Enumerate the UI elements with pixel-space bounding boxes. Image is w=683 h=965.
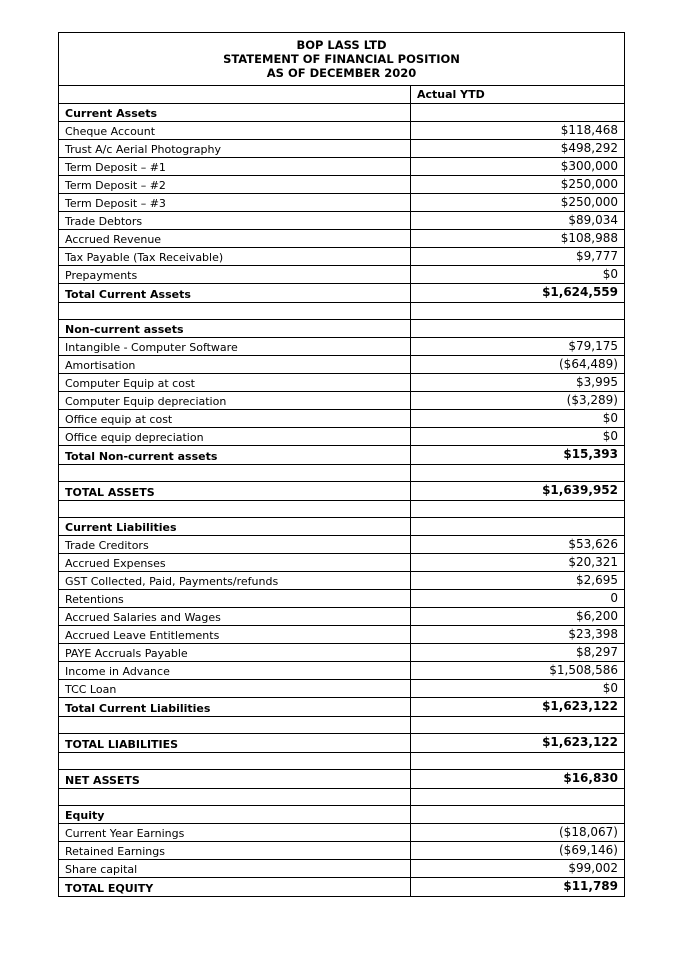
row-label: Income in Advance — [59, 662, 411, 680]
subtotal-row — [59, 878, 625, 897]
row-amount: $20,321 — [411, 554, 625, 572]
row-amount: ($64,489) — [411, 356, 625, 374]
row-label: Total Current Liabilities — [59, 698, 411, 717]
statement-title: STATEMENT OF FINANCIAL POSITION — [223, 52, 460, 66]
row-amount: $15,393 — [411, 446, 625, 465]
row-label: Term Deposit – #2 — [59, 176, 411, 194]
row-amount: $99,002 — [411, 860, 625, 878]
row-amount: $1,639,952 — [411, 482, 625, 501]
row-label — [59, 717, 411, 734]
financial-statement — [58, 32, 625, 897]
row-amount: 0 — [411, 590, 625, 608]
row-amount: $1,508,586 — [411, 662, 625, 680]
section-heading-row — [59, 320, 625, 338]
line-item-row — [59, 860, 625, 878]
company-name: BOP LASS LTD — [296, 38, 387, 52]
line-item-row — [59, 338, 625, 356]
statement-table — [58, 32, 625, 897]
spacer-row — [59, 789, 625, 806]
row-amount: $300,000 — [411, 158, 625, 176]
line-item-row — [59, 374, 625, 392]
row-amount: $0 — [411, 680, 625, 698]
row-label: NET ASSETS — [59, 770, 411, 789]
row-label: Office equip at cost — [59, 410, 411, 428]
row-label: PAYE Accruals Payable — [59, 644, 411, 662]
row-amount: $250,000 — [411, 176, 625, 194]
row-amount: ($3,289) — [411, 392, 625, 410]
spacer-row — [59, 753, 625, 770]
row-amount — [411, 806, 625, 824]
line-item-row — [59, 824, 625, 842]
row-amount: $23,398 — [411, 626, 625, 644]
row-label: Accrued Revenue — [59, 230, 411, 248]
row-label: Intangible - Computer Software — [59, 338, 411, 356]
spacer-row — [59, 501, 625, 518]
row-amount: $8,297 — [411, 644, 625, 662]
row-label: Prepayments — [59, 266, 411, 284]
row-amount: $53,626 — [411, 536, 625, 554]
row-label: TOTAL LIABILITIES — [59, 734, 411, 753]
line-item-row — [59, 410, 625, 428]
column-header-row — [59, 86, 625, 104]
line-item-row — [59, 356, 625, 374]
row-label: GST Collected, Paid, Payments/refunds — [59, 572, 411, 590]
blank-header-cell — [59, 86, 411, 104]
row-amount: $498,292 — [411, 140, 625, 158]
row-label: Trade Debtors — [59, 212, 411, 230]
line-item-row — [59, 122, 625, 140]
row-label: Amortisation — [59, 356, 411, 374]
row-amount: $79,175 — [411, 338, 625, 356]
row-amount: $6,200 — [411, 608, 625, 626]
row-amount: $0 — [411, 410, 625, 428]
header-cell — [59, 33, 625, 86]
row-amount — [411, 753, 625, 770]
row-label: Trust A/c Aerial Photography — [59, 140, 411, 158]
line-item-row — [59, 266, 625, 284]
row-amount: ($69,146) — [411, 842, 625, 860]
line-item-row — [59, 590, 625, 608]
grand-total-row — [59, 482, 625, 501]
row-label: Term Deposit – #1 — [59, 158, 411, 176]
row-label — [59, 753, 411, 770]
line-item-row — [59, 680, 625, 698]
row-amount: $1,623,122 — [411, 734, 625, 753]
spacer-row — [59, 465, 625, 482]
row-label: Total Current Assets — [59, 284, 411, 303]
grand-total-row — [59, 770, 625, 789]
row-label: Retained Earnings — [59, 842, 411, 860]
row-label: Accrued Salaries and Wages — [59, 608, 411, 626]
row-label: Total Non-current assets — [59, 446, 411, 465]
row-label: Share capital — [59, 860, 411, 878]
row-amount: $2,695 — [411, 572, 625, 590]
line-item-row — [59, 230, 625, 248]
row-amount: ($18,067) — [411, 824, 625, 842]
row-amount: $16,830 — [411, 770, 625, 789]
line-item-row — [59, 662, 625, 680]
row-amount: $108,988 — [411, 230, 625, 248]
row-label: Trade Creditors — [59, 536, 411, 554]
row-label: Accrued Leave Entitlements — [59, 626, 411, 644]
row-amount — [411, 465, 625, 482]
row-label: Current Year Earnings — [59, 824, 411, 842]
row-label — [59, 789, 411, 806]
row-label: Non-current assets — [59, 320, 411, 338]
row-amount — [411, 501, 625, 518]
row-amount: $1,624,559 — [411, 284, 625, 303]
row-amount: $11,789 — [411, 878, 625, 897]
row-amount — [411, 303, 625, 320]
row-amount: $9,777 — [411, 248, 625, 266]
line-item-row — [59, 392, 625, 410]
row-label: Tax Payable (Tax Receivable) — [59, 248, 411, 266]
row-label: TOTAL ASSETS — [59, 482, 411, 501]
row-amount — [411, 518, 625, 536]
subtotal-row — [59, 446, 625, 465]
line-item-row — [59, 626, 625, 644]
row-amount: $89,034 — [411, 212, 625, 230]
row-label: Computer Equip depreciation — [59, 392, 411, 410]
column-header-actual-ytd: Actual YTD — [411, 86, 625, 104]
subtotal-row — [59, 698, 625, 717]
row-label: Cheque Account — [59, 122, 411, 140]
row-label: Current Assets — [59, 104, 411, 122]
spacer-row — [59, 303, 625, 320]
row-amount — [411, 104, 625, 122]
grand-total-row — [59, 734, 625, 753]
row-amount: $0 — [411, 428, 625, 446]
row-amount: $250,000 — [411, 194, 625, 212]
row-label: Computer Equip at cost — [59, 374, 411, 392]
row-label: TOTAL EQUITY — [59, 878, 411, 897]
row-label — [59, 303, 411, 320]
line-item-row — [59, 212, 625, 230]
line-item-row — [59, 842, 625, 860]
row-amount: $0 — [411, 266, 625, 284]
line-item-row — [59, 140, 625, 158]
section-heading-row — [59, 104, 625, 122]
line-item-row — [59, 176, 625, 194]
row-amount: $3,995 — [411, 374, 625, 392]
row-label: Retentions — [59, 590, 411, 608]
row-label: TCC Loan — [59, 680, 411, 698]
line-item-row — [59, 536, 625, 554]
row-label: Equity — [59, 806, 411, 824]
section-heading-row — [59, 806, 625, 824]
row-label: Current Liabilities — [59, 518, 411, 536]
row-amount — [411, 320, 625, 338]
line-item-row — [59, 554, 625, 572]
row-amount — [411, 789, 625, 806]
row-label: Accrued Expenses — [59, 554, 411, 572]
statement-header — [59, 33, 625, 86]
row-label — [59, 465, 411, 482]
statement-date: AS OF DECEMBER 2020 — [266, 66, 417, 80]
line-item-row — [59, 248, 625, 266]
row-label: Term Deposit – #3 — [59, 194, 411, 212]
row-amount — [411, 717, 625, 734]
line-item-row — [59, 644, 625, 662]
line-item-row — [59, 194, 625, 212]
row-amount: $1,623,122 — [411, 698, 625, 717]
row-amount: $118,468 — [411, 122, 625, 140]
spacer-row — [59, 717, 625, 734]
line-item-row — [59, 572, 625, 590]
line-item-row — [59, 608, 625, 626]
section-heading-row — [59, 518, 625, 536]
row-label — [59, 501, 411, 518]
line-item-row — [59, 158, 625, 176]
subtotal-row — [59, 284, 625, 303]
line-item-row — [59, 428, 625, 446]
row-label: Office equip depreciation — [59, 428, 411, 446]
